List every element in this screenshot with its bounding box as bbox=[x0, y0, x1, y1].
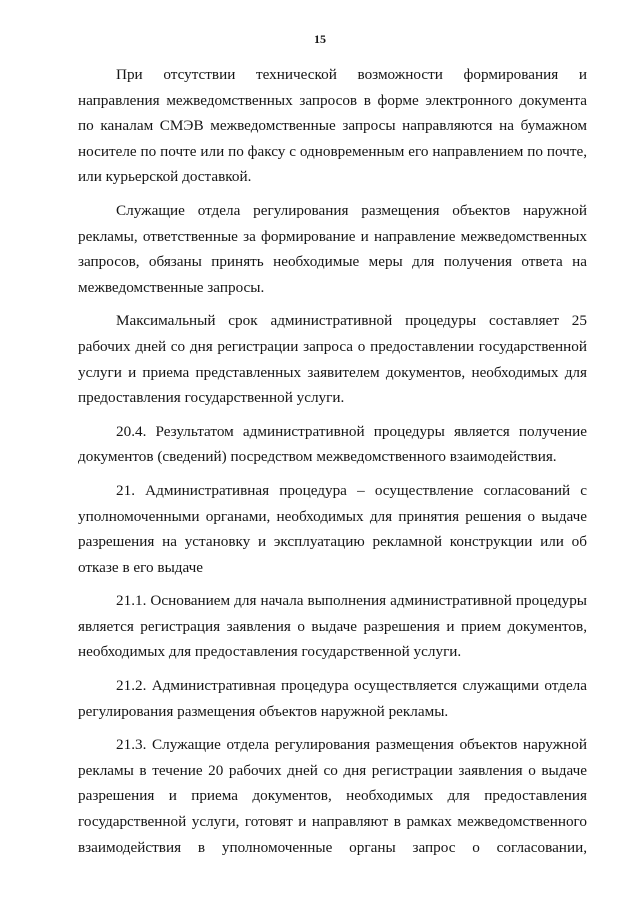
paragraph-max-duration: Максимальный срок административной процедуры составляет 25 рабочих дней со дня регистрации запроса о предоставлении государственной услуги и приема представленных заявителем документов, необходимых для предоставления государственной услуги. bbox=[78, 312, 587, 407]
paragraph-21-2: 21.2. Административная процедура осуществляется служащими отдела регулирования размещения объектов наружной рекламы. bbox=[78, 677, 587, 720]
paragraph-21-1: 21.1. Основанием для начала выполнения административной процедуры является регистрация заявления о выдаче разрешения и прием документов, необходимых для предоставления государственной услуги. bbox=[78, 592, 587, 661]
page-number: 15 bbox=[314, 32, 326, 46]
paragraph-responsible-staff: Служащие отдела регулирования размещения объектов наружной рекламы, ответственные за формирование и направление межведомственных запросов, обязаны принять необходимые меры для получения ответа на межведомственные запросы. bbox=[78, 201, 587, 296]
paragraph-21-3: 21.3. Служащие отдела регулирования размещения объектов наружной рекламы в течение 20 рабочих дней со дня регистрации заявления о выдаче разрешения и приема документов, необходимых для предоставления государственной услуги, готовят и направляют в рамках межведомственного взаимодействия в уполномоченные органы запрос о согласовании, bbox=[78, 736, 587, 856]
paragraph-20-4: 20.4. Результатом административной процедуры является получение документов (сведений) посредством межведомственного взаимодействия. bbox=[78, 422, 587, 466]
paragraph-21: 21. Административная процедура – осуществление согласований с уполномоченными органами, необходимых для принятия решения о выдаче разрешения на установку и эксплуатацию рекламной конструкции или об отказе в его выдаче bbox=[78, 481, 587, 576]
document-body bbox=[78, 62, 587, 860]
paragraph-no-technical-capability: При отсутствии технической возможности формирования и направления межведомственных запросов в форме электронного документа по каналам СМЭВ межведомственные запросы направляются на бумажном носителе по почте или по факсу с одновременным его направлением по почте, или курьерской доставкой. bbox=[78, 66, 587, 186]
